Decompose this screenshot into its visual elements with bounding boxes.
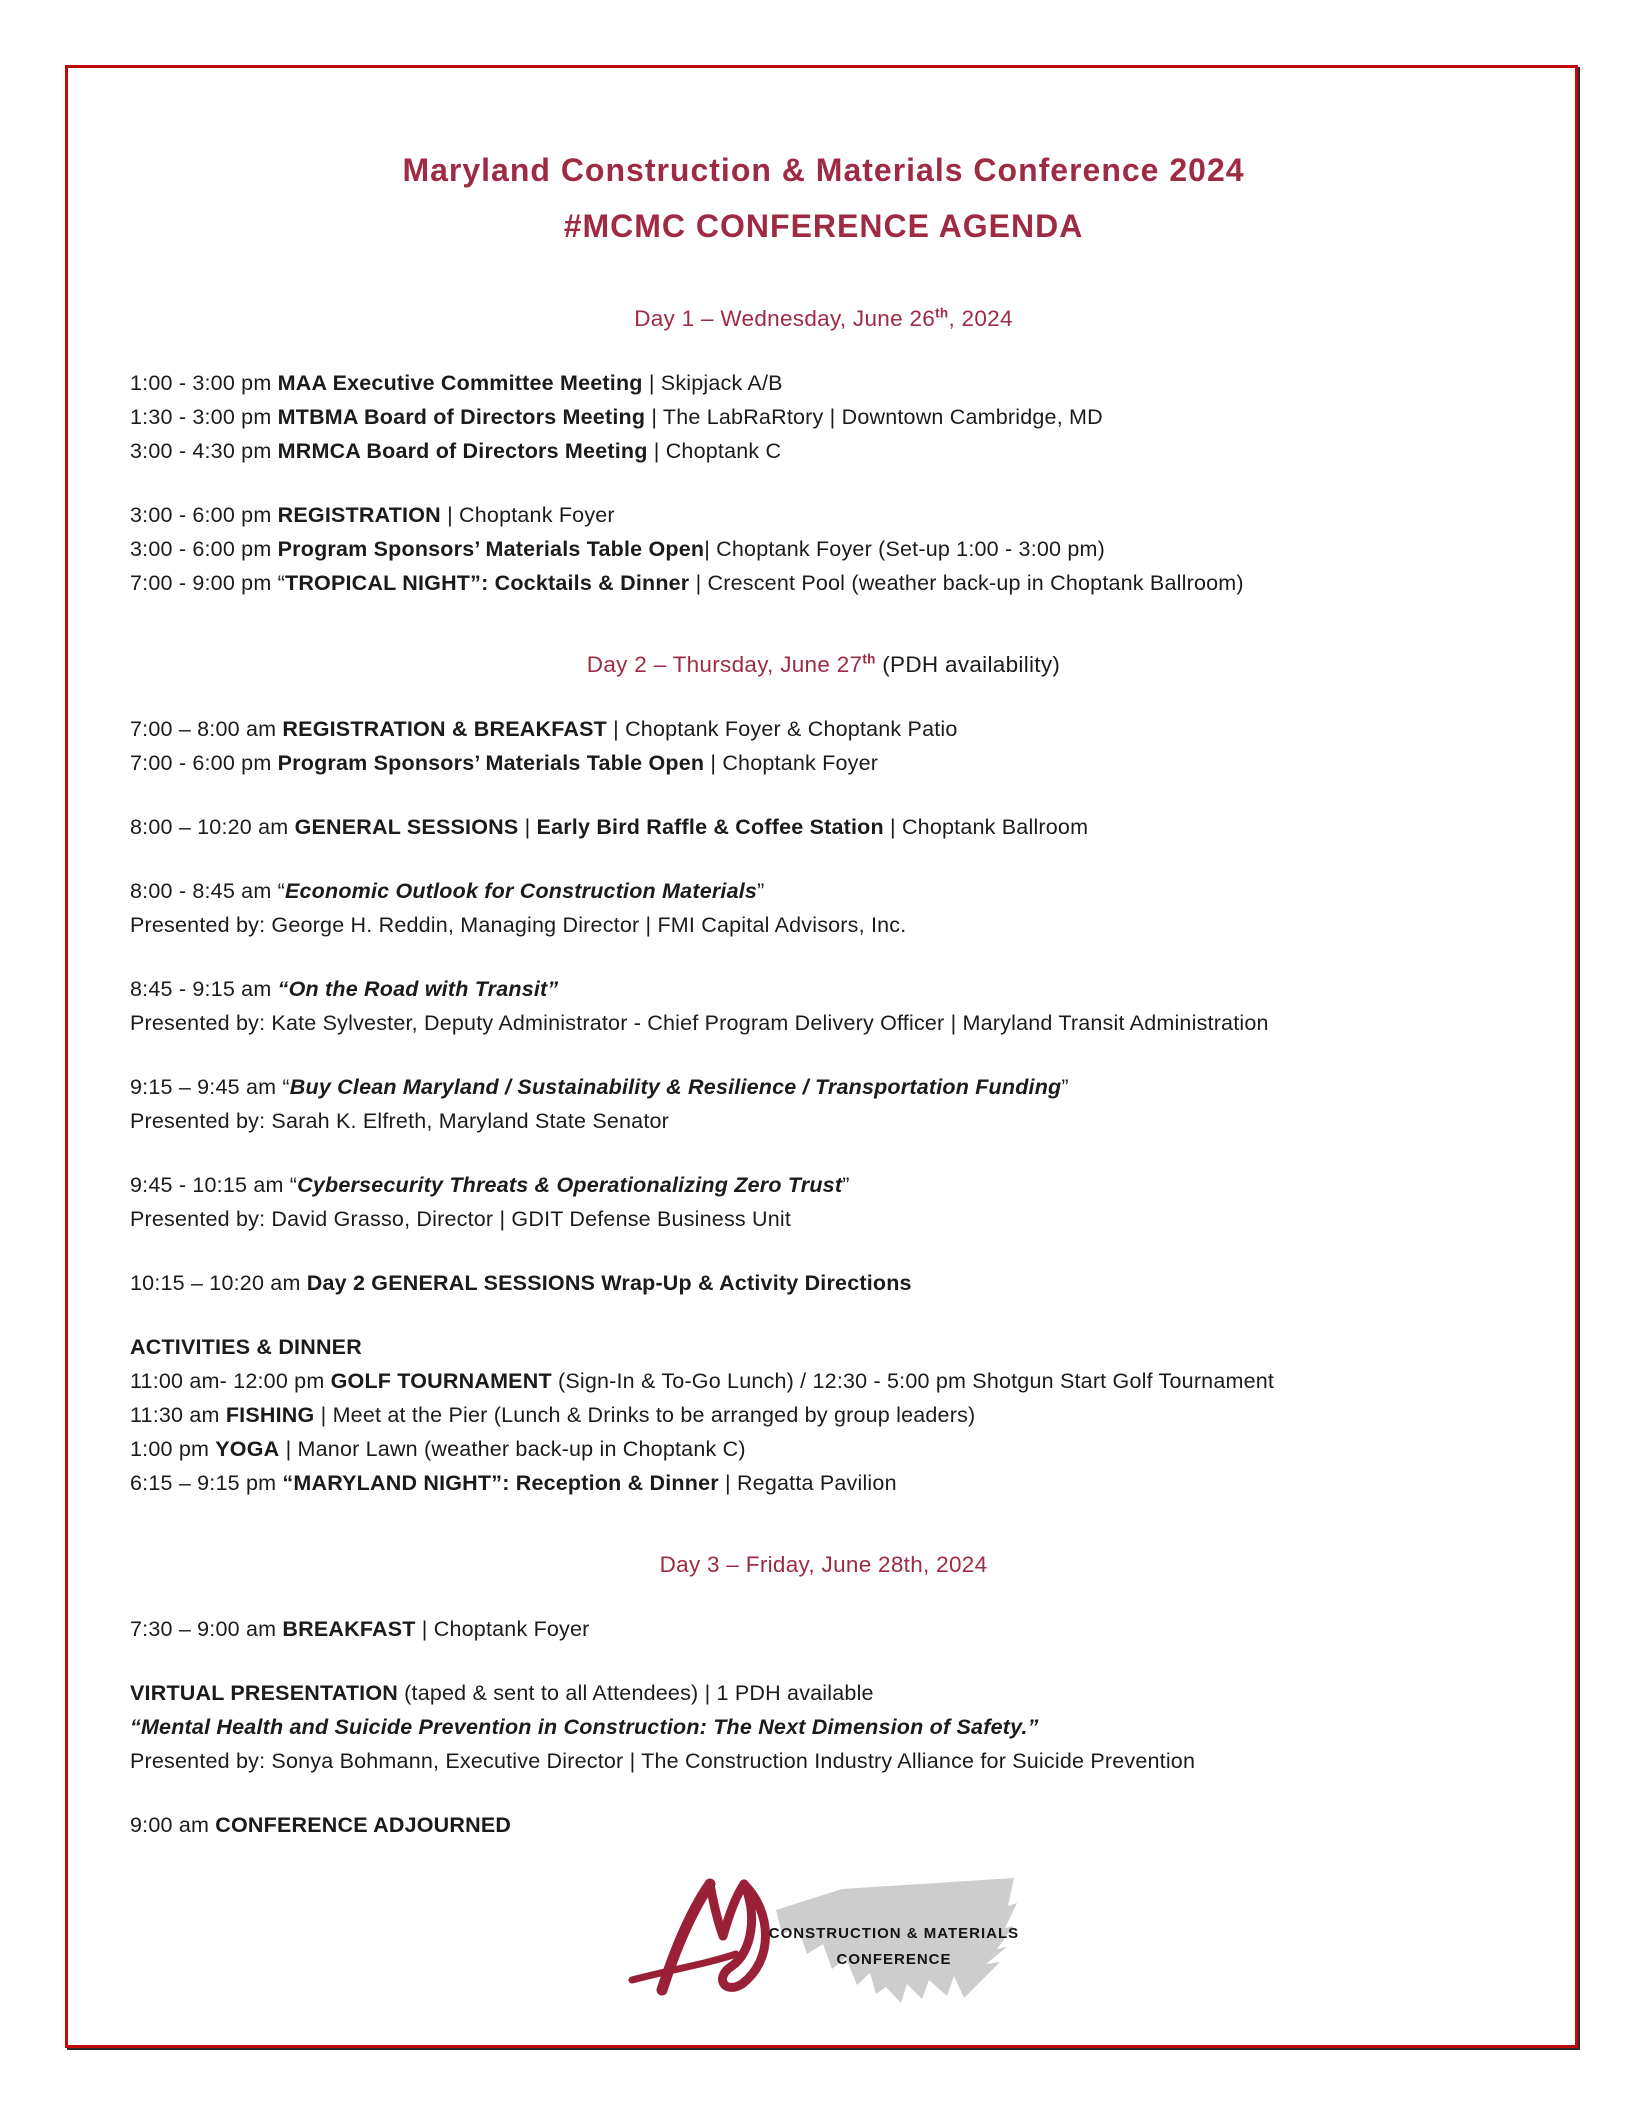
- text-segment: Presented by: Sonya Bohmann, Executive Director | The Construction Industry Alliance for Suicide Prevention: [130, 1749, 1196, 1773]
- agenda-paragraph: [130, 874, 1517, 942]
- agenda-line: [130, 566, 1517, 600]
- conference-title: Maryland Construction & Materials Conference 2024: [402, 152, 1245, 188]
- text-segment: Economic Outlook for Construction Materials: [284, 879, 758, 903]
- text-segment: REGISTRATION: [277, 503, 441, 527]
- text-segment: | Choptank Foyer & Choptank Patio: [606, 717, 958, 741]
- logo-text-line1: CONSTRUCTION & MATERIALS: [768, 1925, 1019, 1942]
- text-segment: 7:00 - 9:00 pm “: [130, 571, 285, 595]
- text-segment: 3:00 - 6:00 pm: [130, 537, 278, 561]
- text-segment: 1:00 pm: [130, 1437, 216, 1461]
- agenda-line: [130, 1330, 1517, 1364]
- text-segment: | Regatta Pavilion: [718, 1471, 897, 1495]
- text-segment: Presented by: David Grasso, Director | GDIT Defense Business Unit: [130, 1207, 792, 1231]
- text-segment: Program Sponsors’ Materials Table Open: [277, 751, 705, 775]
- text-segment: |: [518, 815, 537, 839]
- text-segment: | Choptank Foyer: [440, 503, 615, 527]
- text-segment: 1:00 - 3:00 pm: [130, 371, 278, 395]
- text-segment: ”: [757, 879, 765, 903]
- text-segment: (taped & sent to all Attendees) | 1 PDH available: [397, 1681, 874, 1705]
- agenda-line: [130, 746, 1517, 780]
- text-segment: | Choptank C: [647, 439, 782, 463]
- logo-graphic: [624, 1872, 1024, 2022]
- agenda-line: [130, 1398, 1517, 1432]
- text-segment: Day 2 – Thursday, June 27: [586, 652, 863, 677]
- agenda-line: [130, 1710, 1517, 1744]
- agenda-line: [130, 532, 1517, 566]
- text-segment: | Choptank Foyer: [415, 1617, 590, 1641]
- text-segment: 9:00 am: [130, 1813, 216, 1837]
- text-segment: FISHING: [225, 1403, 315, 1427]
- text-segment: Cybersecurity Threats & Operationalizing Zero Trust: [297, 1173, 843, 1197]
- agenda-paragraph: [130, 1168, 1517, 1236]
- agenda-paragraph: [130, 1676, 1517, 1778]
- text-segment: 10:15 – 10:20 am: [130, 1271, 307, 1295]
- agenda-line: [130, 908, 1517, 942]
- page-title: [130, 142, 1517, 254]
- conference-logo: [130, 1872, 1517, 2027]
- text-segment: VIRTUAL PRESENTATION: [130, 1681, 398, 1705]
- agenda-document: [68, 68, 1575, 2027]
- agenda-paragraph: [130, 712, 1517, 780]
- agenda-line: [130, 1364, 1517, 1398]
- text-segment: (Sign-In & To-Go Lunch) / 12:30 - 5:00 pm Shotgun Start Golf Tournament: [551, 1369, 1275, 1393]
- text-segment: (PDH availability): [875, 652, 1061, 677]
- text-segment: | Choptank Ballroom: [883, 815, 1089, 839]
- text-segment: ”: [842, 1173, 850, 1197]
- agenda-paragraph: [130, 1330, 1517, 1500]
- logo-text-line2: CONFERENCE: [835, 1951, 952, 1968]
- agenda-line: [130, 1432, 1517, 1466]
- agenda-line: [130, 1168, 1517, 1202]
- text-segment: 7:00 – 8:00 am: [130, 717, 283, 741]
- text-segment: Buy Clean Maryland / Sustainability & Resilience / Transportation Funding: [289, 1075, 1062, 1099]
- text-segment: TROPICAL NIGHT”: Cocktails & Dinner: [284, 571, 690, 595]
- agenda-line: [130, 434, 1517, 468]
- agenda-line: [130, 1266, 1517, 1300]
- text-segment: th: [862, 651, 876, 667]
- text-segment: Program Sponsors’ Materials Table Open: [277, 537, 705, 561]
- text-segment: “Mental Health and Suicide Prevention in Construction: The Next Dimension of Safety.”: [130, 1715, 1039, 1739]
- agenda-line: [130, 972, 1517, 1006]
- text-segment: | Crescent Pool (weather back-up in Choptank Ballroom): [689, 571, 1244, 595]
- text-segment: 7:00 - 6:00 pm: [130, 751, 278, 775]
- agenda-line: [130, 1006, 1517, 1040]
- agenda-line: [130, 1466, 1517, 1500]
- text-segment: BREAKFAST: [282, 1617, 416, 1641]
- text-segment: 1:30 - 3:00 pm: [130, 405, 278, 429]
- text-segment: | The LabRaRtory | Downtown Cambridge, MD: [645, 405, 1103, 429]
- text-segment: REGISTRATION & BREAKFAST: [282, 717, 607, 741]
- agenda-paragraph: [130, 1612, 1517, 1646]
- text-segment: Presented by: George H. Reddin, Managing Director | FMI Capital Advisors, Inc.: [130, 913, 907, 937]
- md-script-icon: [632, 1884, 766, 1990]
- text-segment: 11:30 am: [130, 1403, 226, 1427]
- text-segment: Day 2 GENERAL SESSIONS Wrap-Up & Activity Directions: [306, 1271, 912, 1295]
- agenda-line: [130, 874, 1517, 908]
- text-segment: Day 3 – Friday, June 28th, 2024: [659, 1552, 988, 1577]
- text-segment: | Choptank Foyer (Set-up 1:00 - 3:00 pm): [704, 537, 1105, 561]
- text-segment: | Choptank Foyer: [704, 751, 879, 775]
- agenda-line: [130, 1104, 1517, 1138]
- text-segment: Presented by: Sarah K. Elfreth, Maryland State Senator: [130, 1109, 670, 1133]
- text-segment: CONFERENCE ADJOURNED: [215, 1813, 512, 1837]
- text-segment: , 2024: [948, 306, 1013, 331]
- agenda-paragraph: [130, 1808, 1517, 1842]
- text-segment: | Manor Lawn (weather back-up in Choptank C): [279, 1437, 746, 1461]
- agenda-line: [130, 1202, 1517, 1236]
- day-heading: [130, 1548, 1517, 1582]
- text-segment: | Meet at the Pier (Lunch & Drinks to be arranged by group leaders): [314, 1403, 976, 1427]
- text-segment: MRMCA Board of Directors Meeting: [277, 439, 648, 463]
- agenda-paragraph: [130, 498, 1517, 600]
- agenda-paragraph: [130, 810, 1517, 844]
- text-segment: Early Bird Raffle & Coffee Station: [536, 815, 884, 839]
- page-border: [65, 65, 1578, 2048]
- agenda-line: [130, 498, 1517, 532]
- agenda-line: [130, 366, 1517, 400]
- text-segment: 11:00 am- 12:00 pm: [130, 1369, 331, 1393]
- text-segment: 6:15 – 9:15 pm: [130, 1471, 283, 1495]
- text-segment: Presented by: Kate Sylvester, Deputy Administrator - Chief Program Delivery Officer | Maryland Transit Administration: [130, 1011, 1269, 1035]
- agenda-line: [130, 1676, 1517, 1710]
- text-segment: MAA Executive Committee Meeting: [277, 371, 643, 395]
- text-segment: 8:00 - 8:45 am “: [130, 879, 285, 903]
- text-segment: 9:45 - 10:15 am “: [130, 1173, 298, 1197]
- agenda-paragraph: [130, 366, 1517, 468]
- agenda-line: [130, 1612, 1517, 1646]
- text-segment: | Skipjack A/B: [642, 371, 783, 395]
- day-heading: [130, 648, 1517, 682]
- text-segment: 8:45 - 9:15 am: [130, 977, 278, 1001]
- text-segment: GENERAL SESSIONS: [294, 815, 519, 839]
- agenda-line: [130, 712, 1517, 746]
- text-segment: 7:30 – 9:00 am: [130, 1617, 283, 1641]
- text-segment: MTBMA Board of Directors Meeting: [277, 405, 646, 429]
- agenda-line: [130, 1808, 1517, 1842]
- text-segment: 9:15 – 9:45 am “: [130, 1075, 290, 1099]
- agenda-paragraph: [130, 1070, 1517, 1138]
- text-segment: 3:00 - 4:30 pm: [130, 439, 278, 463]
- text-segment: “On the Road with Transit”: [277, 977, 559, 1001]
- day-heading: [130, 302, 1517, 336]
- agenda-line: [130, 400, 1517, 434]
- agenda-paragraph: [130, 1266, 1517, 1300]
- agenda-line: [130, 1070, 1517, 1104]
- text-segment: ACTIVITIES & DINNER: [130, 1335, 362, 1359]
- agenda-line: [130, 1744, 1517, 1778]
- agenda-line: [130, 810, 1517, 844]
- text-segment: GOLF TOURNAMENT: [330, 1369, 552, 1393]
- text-segment: Day 1 – Wednesday, June 26: [634, 306, 936, 331]
- text-segment: ”: [1061, 1075, 1069, 1099]
- text-segment: th: [935, 305, 949, 321]
- text-segment: YOGA: [215, 1437, 280, 1461]
- agenda: [130, 302, 1517, 1842]
- text-segment: “MARYLAND NIGHT”: Reception & Dinner: [282, 1471, 719, 1495]
- agenda-paragraph: [130, 972, 1517, 1040]
- agenda-subtitle: #MCMC CONFERENCE AGENDA: [563, 208, 1084, 244]
- text-segment: 3:00 - 6:00 pm: [130, 503, 278, 527]
- text-segment: 8:00 – 10:20 am: [130, 815, 295, 839]
